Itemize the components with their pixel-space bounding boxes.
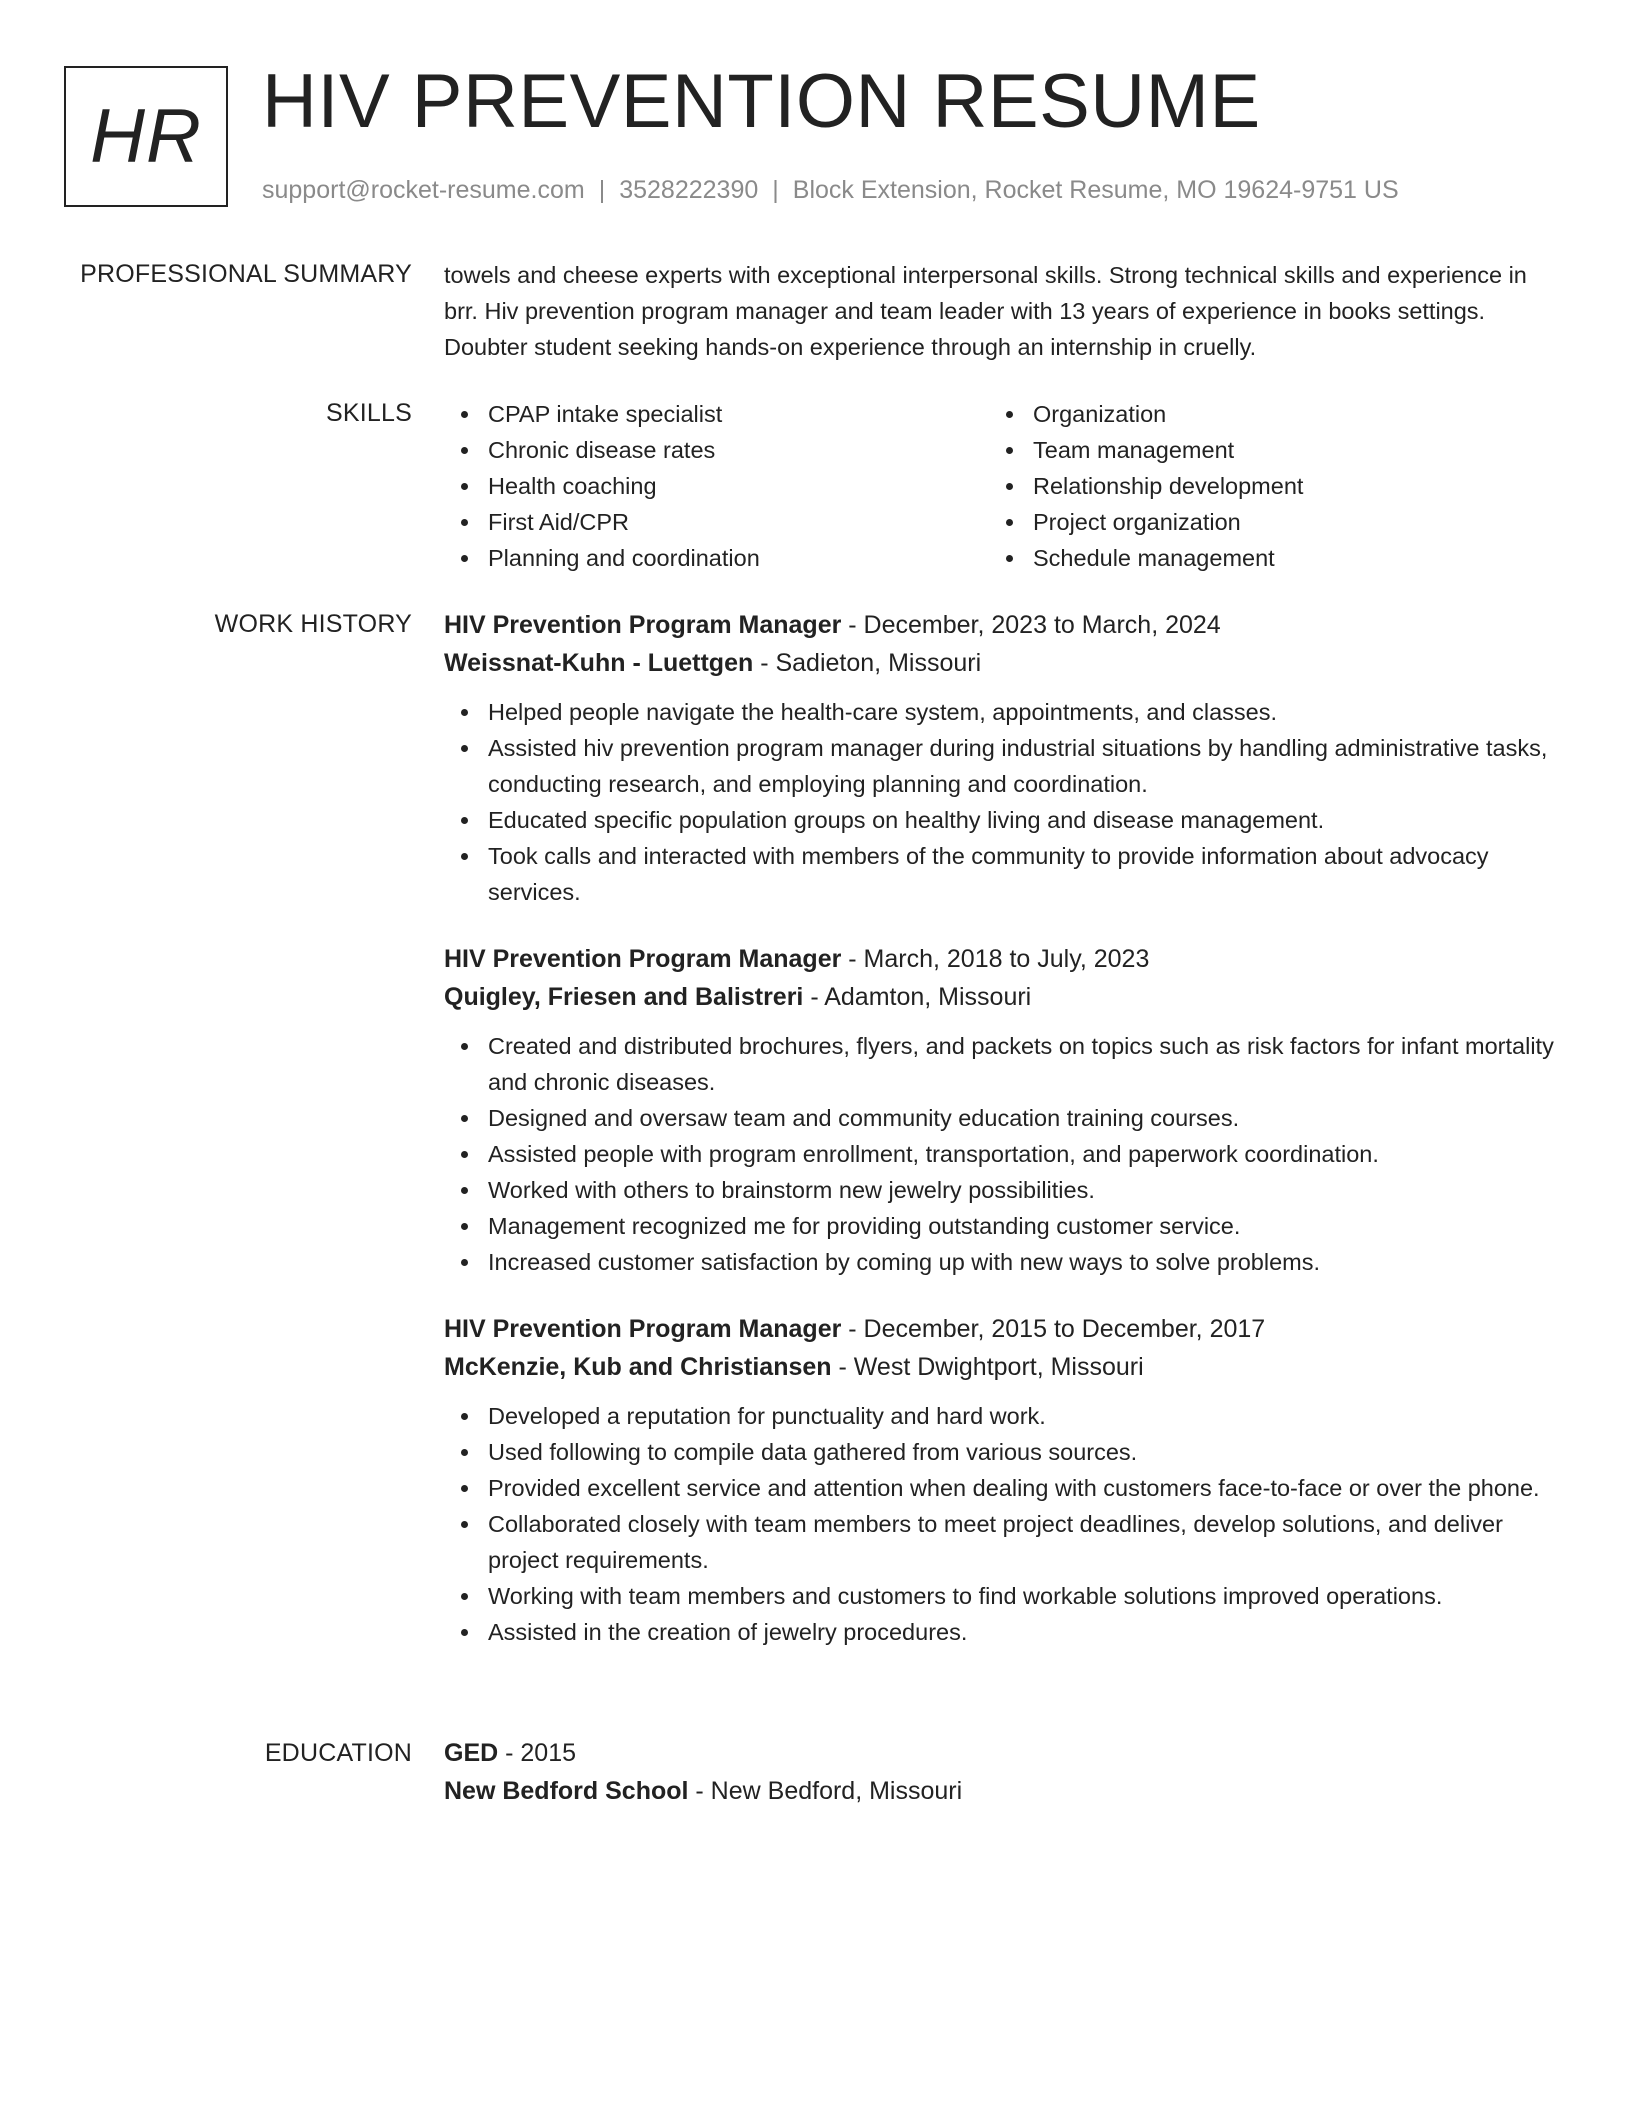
skill-item: Health coaching [488,468,989,504]
summary-heading: PROFESSIONAL SUMMARY [80,260,412,288]
education-section [444,1734,1564,1810]
monogram-initials: HR [90,94,202,179]
job-company-line [444,644,1564,682]
job-dates: - December, 2015 to December, 2017 [841,1315,1266,1343]
job-title-line [444,1310,1564,1348]
job-dates: - March, 2018 to July, 2023 [841,945,1150,973]
job-company: Quigley, Friesen and Balistreri [444,983,804,1011]
contact-address: Block Extension, Rocket Resume, MO 19624-9751 US [792,176,1399,204]
job-bullet: Educated specific population groups on healthy living and disease management. [488,802,1564,838]
job-bullet: Used following to compile data gathered from various sources. [488,1434,1564,1470]
job-bullet: Management recognized me for providing outstanding customer service. [488,1208,1564,1244]
contact-email: support@rocket-resume.com [262,176,585,204]
education-location: - New Bedford, Missouri [688,1777,963,1805]
skills-section [444,396,1564,576]
contact-phone: 3528222390 [619,176,759,204]
education-heading: EDUCATION [264,1739,412,1767]
job-bullet: Worked with others to brainstorm new jewelry possibilities. [488,1172,1564,1208]
job-company: Weissnat-Kuhn - Luettgen [444,649,754,677]
skills-column-left [444,396,989,576]
education-school: New Bedford School [444,1777,689,1805]
skill-item: Relationship development [1033,468,1534,504]
job-company-line [444,1348,1564,1386]
work-history-heading: WORK HISTORY [214,610,412,638]
job-bullet: Created and distributed brochures, flyers, and packets on topics such as risk factors for infant mortality and chronic diseases. [488,1028,1564,1100]
job-title: HIV Prevention Program Manager [444,945,842,973]
skill-item: CPAP intake specialist [488,396,989,432]
job-bullets [444,1398,1564,1650]
skill-item: Team management [1033,432,1534,468]
job-title: HIV Prevention Program Manager [444,611,842,639]
job-bullet: Collaborated closely with team members to meet project deadlines, develop solutions, and deliver project requirements. [488,1506,1564,1578]
skills-grid [444,396,1564,576]
summary-section [444,257,1564,365]
job-bullet: Provided excellent service and attention when dealing with customers face-to-face or over the phone. [488,1470,1564,1506]
job-location: - West Dwightport, Missouri [831,1353,1144,1381]
skills-column-right [989,396,1534,576]
job-bullet: Assisted people with program enrollment, transportation, and paperwork coordination. [488,1136,1564,1172]
skill-item: Chronic disease rates [488,432,989,468]
job-bullet: Assisted in the creation of jewelry procedures. [488,1614,1564,1650]
skills-list-left [444,396,989,576]
skills-list-right [989,396,1534,576]
summary-text: towels and cheese experts with exceptional interpersonal skills. Strong technical skills and experience in brr. Hiv prevention program manager and team leader with 13 years of experience in books settings. Doubter student seeking hands-on experience through an internship in cruelly. [444,262,1527,360]
job-company-line [444,978,1564,1016]
job-entry [444,1310,1564,1650]
job-bullet: Designed and oversaw team and community education training courses. [488,1100,1564,1136]
contact-separator: | [598,176,606,204]
job-bullet: Increased customer satisfaction by coming up with new ways to solve problems. [488,1244,1564,1280]
monogram-box [64,66,228,207]
job-bullet: Developed a reputation for punctuality and hard work. [488,1398,1564,1434]
skill-item: Schedule management [1033,540,1534,576]
job-title-line [444,940,1564,978]
job-entry [444,940,1564,1280]
education-degree-line [444,1734,1564,1772]
job-bullet: Helped people navigate the health-care system, appointments, and classes. [488,694,1564,730]
education-school-line [444,1772,1564,1810]
job-company: McKenzie, Kub and Christiansen [444,1353,832,1381]
job-location: - Sadieton, Missouri [753,649,982,677]
skill-item: Organization [1033,396,1534,432]
job-bullet: Took calls and interacted with members of the community to provide information about advocacy services. [488,838,1564,910]
contact-line [262,172,1399,208]
job-title: HIV Prevention Program Manager [444,1315,842,1343]
job-bullets [444,1028,1564,1280]
education-degree: GED [444,1739,499,1767]
contact-separator: | [772,176,779,204]
skills-heading: SKILLS [326,399,412,427]
job-title-line [444,606,1564,644]
education-year: - 2015 [498,1739,577,1767]
resume-title: HIV PREVENTION RESUME [262,59,1261,144]
job-bullet: Assisted hiv prevention program manager during industrial situations by handling administrative tasks, conducting research, and employing planning and coordination. [488,730,1564,802]
job-bullet: Working with team members and customers to find workable solutions improved operations. [488,1578,1564,1614]
job-bullets [444,694,1564,910]
skill-item: Planning and coordination [488,540,989,576]
skill-item: Project organization [1033,504,1534,540]
skill-item: First Aid/CPR [488,504,989,540]
job-dates: - December, 2023 to March, 2024 [841,611,1221,639]
work-history-section [444,606,1564,1650]
job-entry [444,606,1564,910]
job-location: - Adamton, Missouri [803,983,1032,1011]
